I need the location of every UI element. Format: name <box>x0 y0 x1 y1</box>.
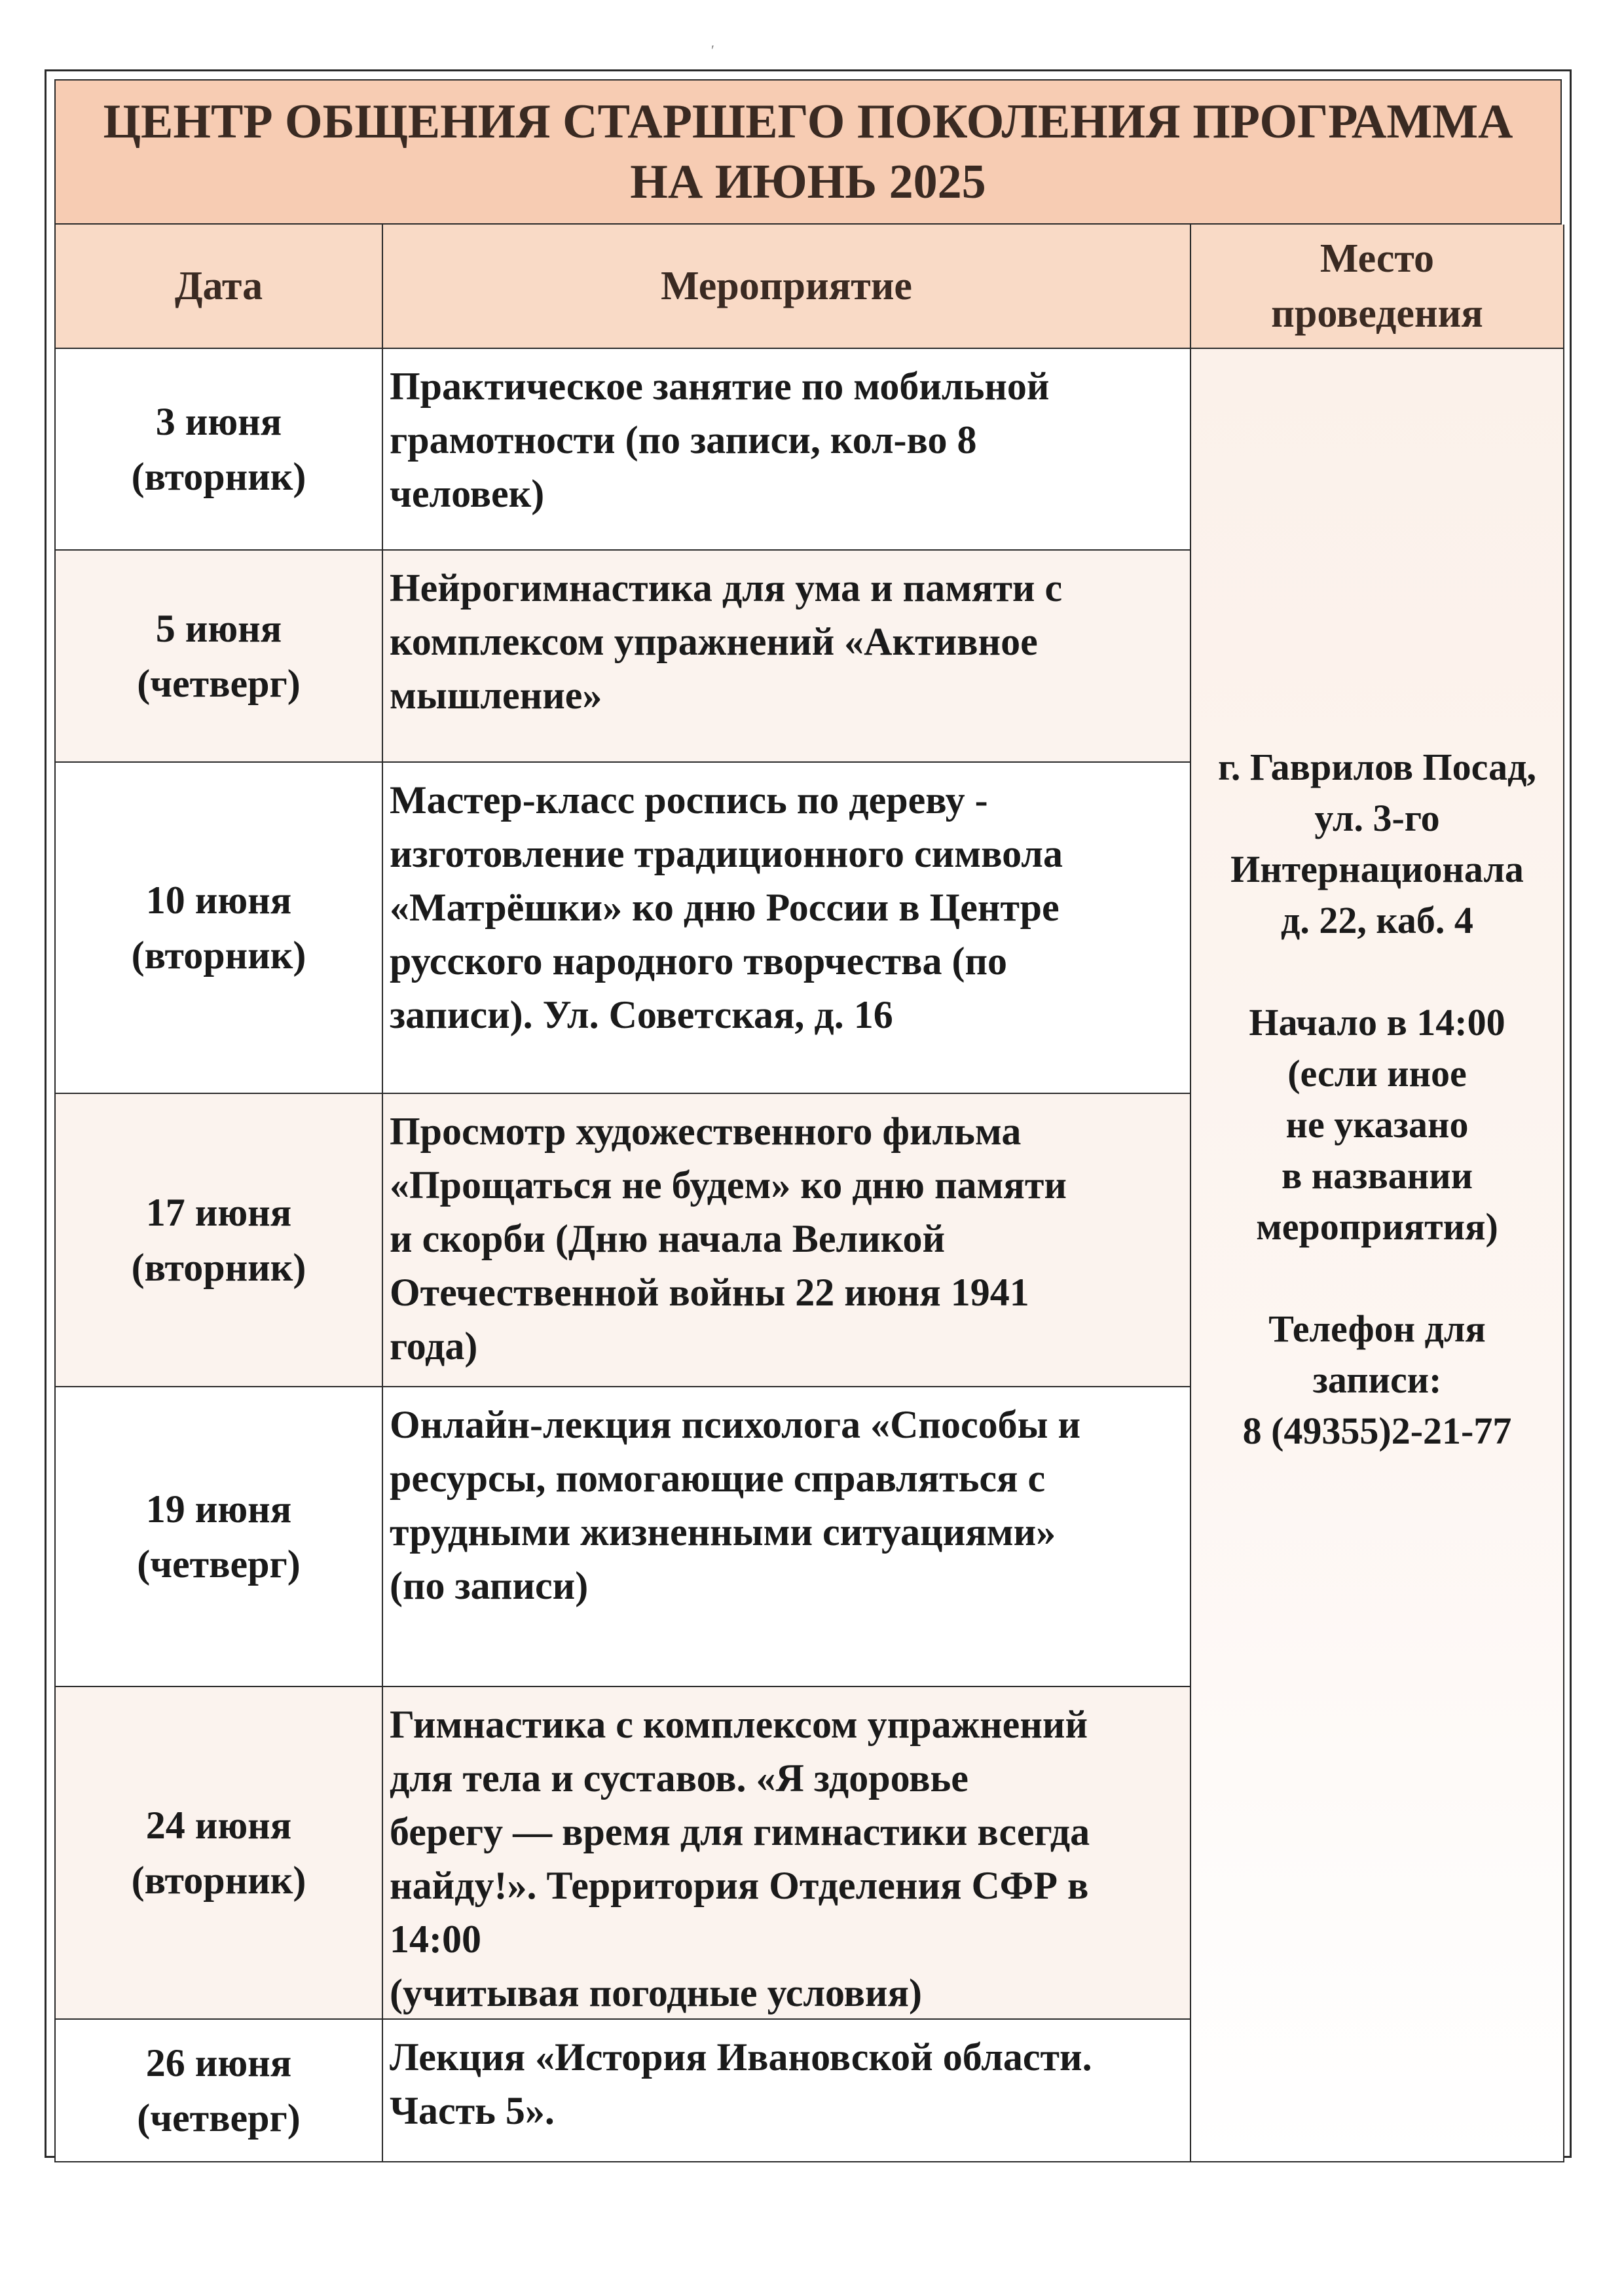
schedule-table <box>54 225 1562 2162</box>
row-4-event: Просмотр художественного фильма «Прощаться не будем» ко дню памяти и скорби (Дню начала Великой Отечественной войны 22 июня 1941 года) <box>383 1094 1191 1387</box>
header-place: Место проведения <box>1191 225 1564 349</box>
row-3-event: Мастер-класс роспись по дереву - изготовление традиционного символа «Матрёшки» ко дню России в Центре русского народного творчества (по записи). Ул. Советская, д. 16 <box>383 763 1191 1094</box>
program-frame <box>45 69 1572 2158</box>
header-event: Мероприятие <box>383 225 1191 349</box>
scan-mark: ′ <box>711 42 714 58</box>
row-5-date: 19 июня (четверг) <box>56 1387 383 1687</box>
row-7-event: Лекция «История Ивановской области. Часть 5». <box>383 2020 1191 2162</box>
row-4-date: 17 июня (вторник) <box>56 1094 383 1387</box>
header-date: Дата <box>56 225 383 349</box>
row-1-event: Практическое занятие по мобильной грамотности (по записи, кол-во 8 человек) <box>383 349 1191 551</box>
place-cell <box>1191 349 1564 2162</box>
place-start-time: Начало в 14:00 (если иное не указано в названии мероприятия) <box>1249 1001 1505 1248</box>
row-5-event: Онлайн-лекция психолога «Способы и ресурсы, помогающие справляться с трудными жизненными ситуациями» (по записи) <box>383 1387 1191 1687</box>
row-7-date: 26 июня (четверг) <box>56 2020 383 2162</box>
row-3-date: 10 июня (вторник) <box>56 763 383 1094</box>
row-2-event: Нейрогимнастика для ума и памяти с комплексом упражнений «Активное мышление» <box>383 551 1191 763</box>
row-1-date: 3 июня (вторник) <box>56 349 383 551</box>
page-title: ЦЕНТР ОБЩЕНИЯ СТАРШЕГО ПОКОЛЕНИЯ ПРОГРАММА НА ИЮНЬ 2025 <box>54 79 1562 225</box>
place-address: г. Гаврилов Посад, ул. 3-го Интернационала д. 22, каб. 4 <box>1218 746 1536 941</box>
row-2-date: 5 июня (четверг) <box>56 551 383 763</box>
row-6-date: 24 июня (вторник) <box>56 1687 383 2020</box>
row-6-event: Гимнастика с комплексом упражнений для тела и суставов. «Я здоровье берегу — время для гимнастики всегда найду!». Территория Отделения СФР в 14:00 (учитывая погодные условия) <box>383 1687 1191 2020</box>
place-phone: Телефон для записи: 8 (49355)2-21-77 <box>1242 1307 1512 1452</box>
